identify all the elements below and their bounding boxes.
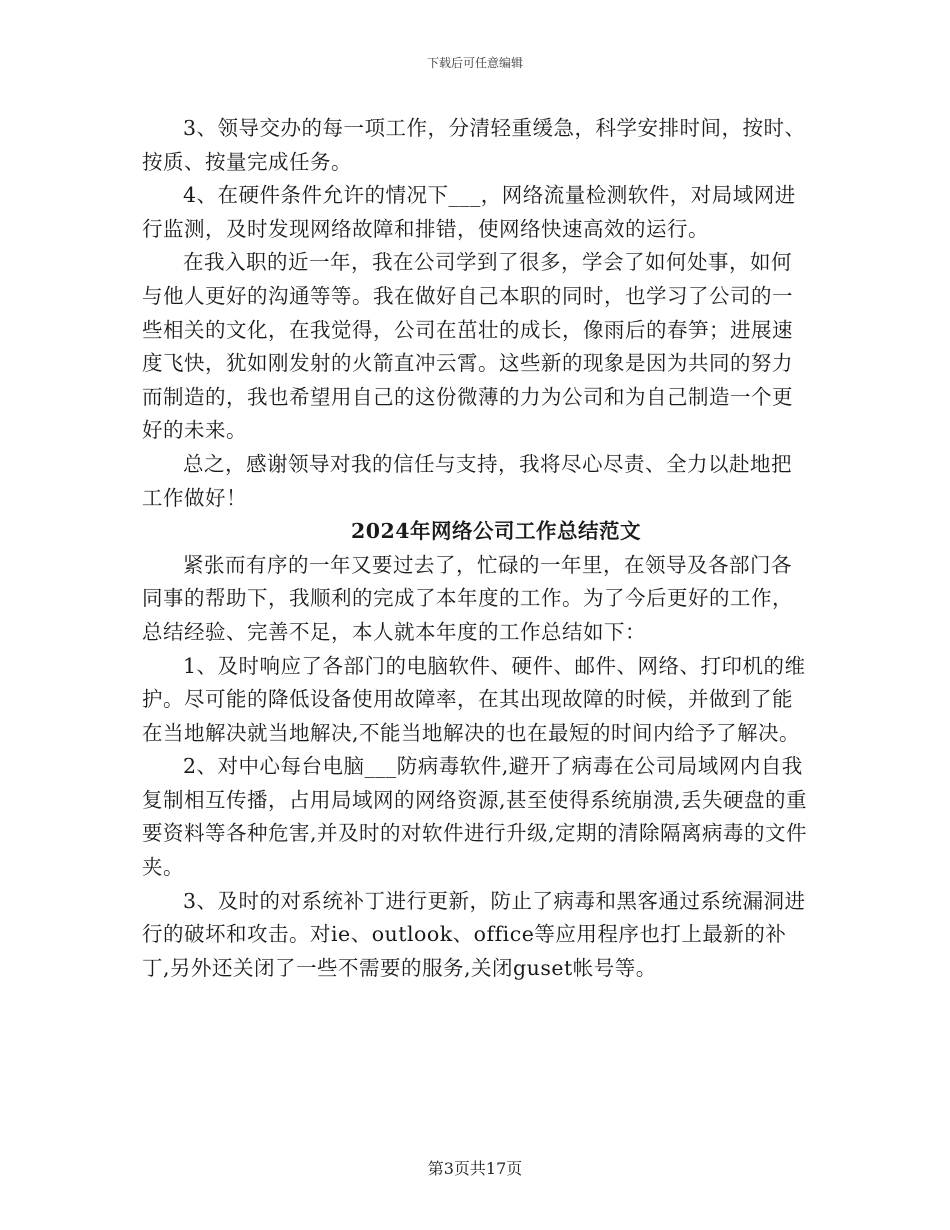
paragraph: 3、领导交办的每一项工作，分清轻重缓急，科学安排时间，按时、按质、按量完成任务。 [142,116,806,174]
section-title: 2024年网络公司工作总结范文 [350,519,642,544]
document-body [142,112,810,985]
paragraph: 4、在硬件条件允许的情况下___，网络流量检测软件，对局域网进行监测，及时发现网络故障和排错，使网络快速高效的运行。 [142,183,796,241]
page-header: 下载后可任意编辑 [426,56,523,70]
paragraph: 3、及时的对系统补丁进行更新，防止了病毒和黑客通过系统漏洞进行的破坏和攻击。对ie、outlook、office等应用程序也打上最新的补丁,另外还关闭了一些不需要的服务,关闭guset帐号等。 [142,888,806,980]
page-footer: 第3页共17页 [427,1159,523,1178]
paragraph: 1、及时响应了各部门的电脑软件、硬件、邮件、网络、打印机的维护。尽可能的降低设备使用故障率，在其出现故障的时候，并做到了能在当地解决就当地解决,不能当地解决的也在最短的时间内给予了解决。 [142,653,806,745]
paragraph: 总之，感谢领导对我的信任与支持，我将尽心尽责、全力以赴地把工作做好！ [142,451,792,510]
paragraph: 2、对中心每台电脑___防病毒软件,避开了病毒在公司局域网内自我复制相互传播，占用局域网的网络资源,甚至使得系统崩溃,丢失硬盘的重要资料等各种危害,并及时的对软件进行升级,定期的清除隔离病毒的文件夹。 [142,754,808,880]
paragraph: 在我入职的近一年，我在公司学到了很多，学会了如何处事，如何与他人更好的沟通等等。我在做好自己本职的同时，也学习了公司的一些相关的文化，在我觉得，公司在茁壮的成长，像雨后的春笋；进展速度飞快，犹如刚发射的火箭直冲云霄。这些新的现象是因为共同的努力而制造的，我也希望用自己的这份微薄的力为公司和为自己制造一个更好的未来。 [142,250,793,443]
paragraph: 紧张而有序的一年又要过去了，忙碌的一年里，在领导及各部门各同事的帮助下，我顺利的完成了本年度的工作。为了今后更好的工作，总结经验、完善不足，本人就本年度的工作总结如下： [142,552,793,644]
